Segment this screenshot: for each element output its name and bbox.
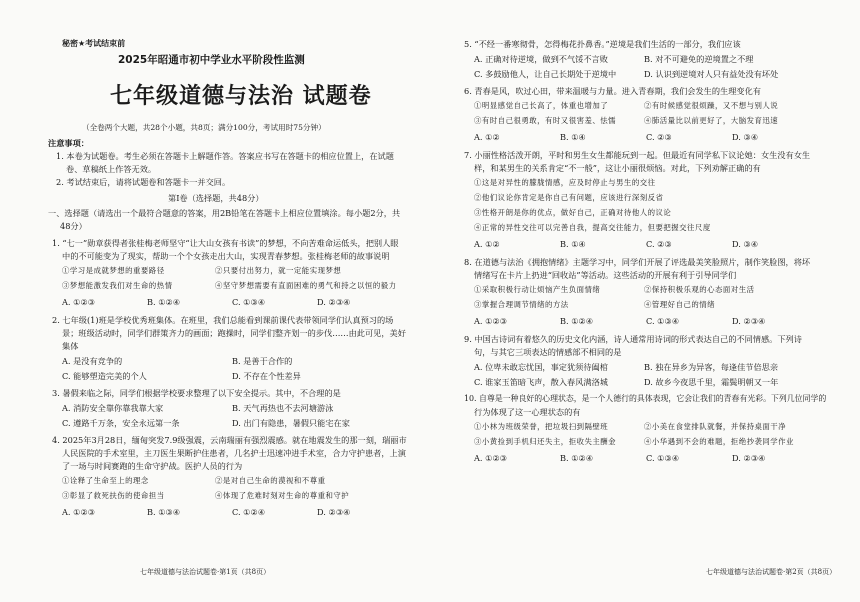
answer-choice: A. ①②③ — [474, 316, 508, 326]
question-8: 8. 在道德与法治《拥抱情绪》主题学习中，同学们开展了评选最美笑脸照片，制作笑脸图，将坏 — [464, 257, 811, 267]
section-heading: 48分） — [60, 221, 87, 231]
option-statement: ①明显感觉自己长高了，体重也增加了 — [474, 101, 609, 110]
notice-heading: 注意事项： — [48, 138, 89, 148]
question-4: 了一场与时间赛跑的生命守护战。医护人员的行为 — [62, 461, 243, 471]
notice-line: 卷、草稿纸上作答无效。 — [66, 164, 157, 174]
page-footer: 七年级道德与法治试题卷·第2页（共8页） — [706, 568, 837, 576]
option-statement: ③有时自己很勇敢，有时又很害羞、怯懦 — [474, 116, 617, 125]
answer-choice: B. ①④ — [560, 132, 586, 142]
option-statement: ①诠释了生命至上的理念 — [62, 476, 149, 485]
option-statement: ④小华遇到不会的难题，拒绝抄袭同学作业 — [644, 437, 794, 446]
answer-choice: B. ①③④ — [147, 507, 181, 517]
option-statement: ③掌握合理调节情绪的方法 — [474, 300, 569, 309]
question-2: 2. 七年级(1)班是学校优秀班集体。在班里，我们总能看到课前课代表带领同学们认真预习的场 — [52, 315, 394, 325]
question-7: 7. 小丽性格活泼开朗，平时和男生女生都能玩到一起。但最近有同学私下议论她：女生没有女生 — [464, 150, 811, 160]
option-statement: ③性格开朗是你的优点，做好自己，正确对待他人的议论 — [474, 208, 672, 217]
exam-info: （全卷两个大题，共28个小题，共8页；满分100分，考试用时75分钟） — [82, 123, 326, 132]
answer-choice: D. ②③④ — [317, 507, 351, 517]
option-statement: ②他们议论你肯定是你自己有问题，应该进行深刻反省 — [474, 193, 664, 202]
option-statement: ①小林为班级荣誉，把垃圾扫到隔壁班 — [474, 422, 609, 431]
option-statement: ④正常的异性交往可以完善自我，提高交往能力，但要把握交往尺度 — [474, 223, 711, 232]
exam-title: 2025年昭通市初中学业水平阶段性监测 — [118, 54, 305, 66]
answer-choice: D. ②③④ — [732, 316, 766, 326]
answer-choice: B. ①②④ — [560, 316, 594, 326]
answer-choice: B. ①④ — [560, 239, 586, 249]
main-title: 七年级道德与法治 试题卷 — [110, 83, 372, 109]
answer-choice: A. 正确对待逆境，做到不气馁不言败 — [474, 54, 608, 64]
option-statement: ①这是对异性的朦胧情感，应及时停止与男生的交往 — [474, 178, 656, 187]
answer-choice: A. ①②③ — [62, 297, 96, 307]
answer-choice: D. ③④ — [732, 239, 759, 249]
answer-choice: A. 位卑未敢忘忧国，事定犹须待阖棺 — [474, 362, 608, 372]
answer-choice: C. ①③④ — [232, 297, 266, 307]
answer-choice: A. 消防安全靠你靠我靠大家 — [62, 403, 164, 413]
answer-choice: B. 天气再热也不去河塘游泳 — [232, 403, 334, 413]
option-statement: ②有时候感觉很烦躁，又不想与别人说 — [644, 101, 779, 110]
option-statement: ①采取积极行动让烦恼产生负面情绪 — [474, 285, 601, 294]
question-10: 10. 自尊是一种良好的心理状态，是一个人德行的具体表现，它会让我们的青春有光彩。下列几位同学的 — [464, 394, 827, 403]
page-footer: 七年级道德与法治试题卷·第1页（共8页） — [140, 568, 271, 576]
notice-line: 1. 本卷为试题卷。考生必须在答题卡上解题作答。答案应书写在答题卡的相应位置上，在试题 — [56, 151, 394, 161]
answer-choice: C. 遵路千万条，安全永远第一条 — [62, 418, 180, 428]
answer-choice: C. 多鼓励他人，让自己长期处于逆境中 — [474, 69, 617, 79]
answer-choice: B. 独在异乡为异客，每逢佳节倍思亲 — [644, 362, 779, 372]
answer-choice: B. ①②④ — [560, 453, 594, 463]
question-2: 集体 — [62, 341, 79, 351]
part-heading: 第Ⅰ卷（选择题，共48分） — [168, 193, 264, 203]
question-3: 3. 暑假来临之际，同学们根据学校要求整理了以下安全提示。其中，不合理的是 — [52, 388, 341, 398]
notice-line: 2. 考试结束后，请将试题卷和答题卡一并交回。 — [56, 177, 231, 187]
answer-choice: C. ②③ — [646, 132, 672, 142]
question-1: 中的不可能变为了现实，帮助一个个女孩走出大山，实现青春梦想。张桂梅老师的故事说明 — [62, 251, 390, 261]
answer-choice: D. ②③④ — [317, 297, 351, 307]
option-statement: ③彰显了救死扶伤的使命担当 — [62, 491, 165, 500]
question-2: 景；班级活动时，同学们群策齐力的画面；跑操时，同学们整齐划一的步伐……由此可见，美好 — [62, 328, 406, 338]
question-10: 行为体现了这一心理状态的有 — [474, 407, 581, 417]
answer-choice: D. 故乡今夜思千里，霜鬓明朝又一年 — [644, 377, 779, 387]
answer-choice: A. ①②③ — [474, 453, 508, 463]
option-statement: ①学习是成就梦想的重要路径 — [62, 266, 165, 275]
page-2 — [430, 0, 860, 602]
section-heading: 一、选择题（请选出一个最符合题意的答案，用2B铅笔在答题卡上相应位置填涂。每小题2分，共 — [48, 208, 401, 218]
question-9: 句，与其它三项表达的情感部不相同的是 — [474, 347, 622, 357]
answer-choice: D. 不存在个性差异 — [232, 371, 301, 381]
option-statement: ④坚守梦想需要有直面困难的勇气和持之以恒的毅力 — [215, 281, 397, 290]
option-statement: ②是对自己生命的漠视和不尊重 — [215, 476, 326, 485]
option-statement: ③梦想能激发我们对生命的热情 — [62, 281, 173, 290]
answer-choice: D. 认识到逆境对人只有益处没有坏处 — [644, 69, 779, 79]
answer-choice: C. 谁家玉笛暗飞声，散入春风满洛城 — [474, 377, 608, 387]
question-9: 9. 中国古诗词有着悠久的历史文化内涵，诗人通常用诗词的形式表达自己的不同情感。下列诗 — [464, 334, 802, 344]
answer-choice: C. ①③④ — [646, 316, 680, 326]
answer-choice: B. 是善于合作的 — [232, 356, 293, 366]
option-statement: ②只要付出努力，就一定能实现梦想 — [215, 266, 342, 275]
answer-choice: D. ③④ — [732, 132, 759, 142]
question-4: 人民医院的手术室里，主刀医生果断护住患者，几名护士迅速冲进手术室，合力守护患者，上演 — [62, 448, 406, 458]
answer-choice: A. ①② — [474, 132, 500, 142]
question-6: 6. 青春是风，吹过心田，带来温暖与力量。进入青春期，我们会发生的生理变化有 — [464, 86, 761, 96]
question-4: 4. 2025年3月28日，缅甸突发7.9级强震，云南瑞丽有强烈震感。就在地震发生的那一刻，瑞丽市 — [52, 435, 407, 445]
question-5: 5. “不经一番寒彻骨，怎得梅花扑鼻香。”逆境是我们生活的一部分，我们应该 — [464, 39, 741, 49]
option-statement: ④体现了危难时刻对生命的尊重和守护 — [215, 491, 350, 500]
answer-choice: C. ①③④ — [646, 453, 680, 463]
answer-choice: C. ①②④ — [232, 507, 266, 517]
option-statement: ④管理好自己的情绪 — [644, 300, 716, 309]
question-8: 情绪写在卡片上扔进“回收站”等活动。这些活动的开展有利于引导同学们 — [474, 270, 737, 280]
answer-choice: B. ①②④ — [147, 297, 181, 307]
answer-choice: A. ①②③ — [62, 507, 96, 517]
option-statement: ③小黄捡到手机归还失主，拒收失主酬金 — [474, 437, 617, 446]
question-1: 1. “七一”勋章获得者张桂梅老师坚守“让大山女孩有书读”的梦想，不向苦难命运低头，把别人眼 — [52, 238, 399, 248]
answer-choice: A. ①② — [474, 239, 500, 249]
option-statement: ②小美在食堂排队就餐，并保持桌面干净 — [644, 422, 787, 431]
answer-choice: A. 是没有竞争的 — [62, 356, 123, 366]
answer-choice: C. 能够塑造完美的个人 — [62, 371, 147, 381]
answer-choice: B. 对不可避免的逆境置之不理 — [644, 54, 754, 64]
answer-choice: D. 出门有隐患，暑假只能宅在家 — [232, 418, 350, 428]
answer-choice: D. ②③④ — [732, 453, 766, 463]
option-statement: ②保持积极乐观的心态面对生活 — [644, 285, 755, 294]
answer-choice: C. ②③ — [646, 239, 672, 249]
option-statement: ④肺活量比以前更好了，大脑发育迅速 — [644, 116, 779, 125]
secret-label: 秘密★考试结束前 — [62, 39, 126, 48]
question-7: 样，和某男生的关系肯定“不一般”，这让小丽很烦恼。对此，下列劝解正确的有 — [474, 163, 761, 173]
